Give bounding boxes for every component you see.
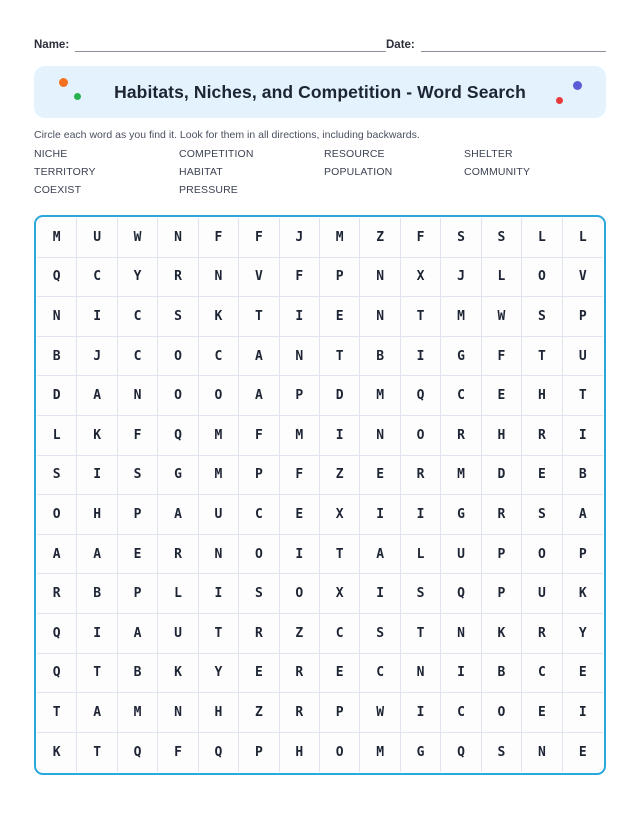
grid-cell[interactable]: C <box>441 693 481 733</box>
grid-cell[interactable]: Q <box>118 733 158 773</box>
grid-cell[interactable]: N <box>118 376 158 416</box>
grid-cell[interactable]: S <box>360 614 400 654</box>
grid-cell[interactable]: G <box>158 456 198 496</box>
grid-cell[interactable]: O <box>239 535 279 575</box>
grid-cell[interactable]: U <box>77 218 117 258</box>
grid-cell[interactable]: N <box>360 258 400 298</box>
grid-cell[interactable]: I <box>199 574 239 614</box>
grid-cell[interactable]: P <box>320 258 360 298</box>
grid-cell[interactable]: J <box>441 258 481 298</box>
grid-cell[interactable]: S <box>522 297 562 337</box>
grid-cell[interactable]: P <box>118 574 158 614</box>
grid-cell[interactable]: R <box>37 574 77 614</box>
grid-cell[interactable]: R <box>441 416 481 456</box>
grid-cell[interactable]: S <box>401 574 441 614</box>
grid-cell[interactable]: E <box>320 654 360 694</box>
grid-cell[interactable]: V <box>239 258 279 298</box>
grid-cell[interactable]: Q <box>158 416 198 456</box>
grid-cell[interactable]: P <box>239 733 279 773</box>
grid-cell[interactable]: U <box>199 495 239 535</box>
grid-cell[interactable]: C <box>239 495 279 535</box>
grid-cell[interactable]: P <box>280 376 320 416</box>
grid-cell[interactable]: X <box>401 258 441 298</box>
grid-cell[interactable]: K <box>158 654 198 694</box>
grid-cell[interactable]: E <box>239 654 279 694</box>
green-dot-icon <box>74 93 81 100</box>
orange-dot-icon <box>59 78 68 87</box>
grid-cell[interactable]: R <box>158 535 198 575</box>
grid-cell[interactable]: F <box>401 218 441 258</box>
grid-cell[interactable]: A <box>158 495 198 535</box>
grid-cell[interactable]: A <box>360 535 400 575</box>
grid-cell[interactable]: M <box>118 693 158 733</box>
grid-cell[interactable]: P <box>563 297 603 337</box>
grid-cell[interactable]: Y <box>199 654 239 694</box>
grid-cell[interactable]: E <box>280 495 320 535</box>
grid-cell[interactable]: Q <box>441 574 481 614</box>
grid-cell[interactable]: P <box>482 574 522 614</box>
grid-cell[interactable]: S <box>37 456 77 496</box>
grid-cell[interactable]: P <box>563 535 603 575</box>
grid-cell[interactable]: N <box>199 535 239 575</box>
grid-cell[interactable]: A <box>77 535 117 575</box>
name-field <box>34 38 386 52</box>
grid-cell[interactable]: C <box>77 258 117 298</box>
word-list-item[interactable]: COEXIST <box>34 184 82 196</box>
word-list-item[interactable]: COMMUNITY <box>464 166 531 178</box>
date-label: Date: <box>386 39 415 51</box>
grid-cell[interactable]: N <box>441 614 481 654</box>
grid-cell[interactable]: S <box>522 495 562 535</box>
grid-cell[interactable]: E <box>563 654 603 694</box>
grid-cell[interactable]: C <box>522 654 562 694</box>
grid-cell[interactable]: J <box>280 218 320 258</box>
name-input-line[interactable] <box>75 38 386 52</box>
grid-cell[interactable]: I <box>360 495 400 535</box>
word-list-item[interactable]: PRESSURE <box>179 184 238 196</box>
grid-cell[interactable]: L <box>482 258 522 298</box>
word-list-item[interactable]: COMPETITION <box>179 148 254 160</box>
grid-cell[interactable]: A <box>118 614 158 654</box>
grid-cell[interactable]: O <box>158 376 198 416</box>
grid-cell[interactable]: F <box>118 416 158 456</box>
grid-cell[interactable]: D <box>482 456 522 496</box>
name-label: Name: <box>34 39 70 51</box>
grid-cell[interactable]: A <box>239 337 279 377</box>
grid-cell[interactable]: K <box>563 574 603 614</box>
grid-cell[interactable]: O <box>401 416 441 456</box>
grid-cell[interactable]: T <box>401 297 441 337</box>
grid-cell[interactable]: M <box>441 297 481 337</box>
grid-cell[interactable]: U <box>158 614 198 654</box>
grid-cell[interactable]: E <box>522 693 562 733</box>
grid-cell[interactable]: T <box>522 337 562 377</box>
grid-cell[interactable]: Q <box>401 376 441 416</box>
grid-cell[interactable]: O <box>482 693 522 733</box>
grid-cell[interactable]: F <box>280 456 320 496</box>
grid-cell[interactable]: Z <box>320 456 360 496</box>
grid-cell[interactable]: Q <box>37 614 77 654</box>
grid-cell[interactable]: F <box>482 337 522 377</box>
grid-cell[interactable]: N <box>199 258 239 298</box>
grid-cell[interactable]: I <box>401 495 441 535</box>
grid-cell[interactable]: I <box>401 693 441 733</box>
student-meta-row <box>34 0 606 52</box>
grid-cell[interactable]: N <box>522 733 562 773</box>
word-list-item[interactable]: RESOURCE <box>324 148 385 160</box>
grid-cell[interactable]: W <box>360 693 400 733</box>
grid-cell[interactable]: N <box>360 297 400 337</box>
grid-cell[interactable]: I <box>280 535 320 575</box>
grid-cell[interactable]: T <box>563 376 603 416</box>
grid-cell[interactable]: S <box>118 456 158 496</box>
grid-cell[interactable]: I <box>401 337 441 377</box>
grid-cell[interactable]: B <box>482 654 522 694</box>
grid-cell[interactable]: Q <box>199 733 239 773</box>
grid-cell[interactable]: X <box>320 495 360 535</box>
word-list-item[interactable]: SHELTER <box>464 148 513 160</box>
grid-cell[interactable]: O <box>320 733 360 773</box>
grid-cell[interactable]: R <box>482 495 522 535</box>
grid-cell[interactable]: W <box>482 297 522 337</box>
grid-cell[interactable]: L <box>158 574 198 614</box>
grid-cell[interactable]: B <box>563 456 603 496</box>
grid-cell[interactable]: A <box>239 376 279 416</box>
grid-cell[interactable]: S <box>482 218 522 258</box>
grid-cell[interactable]: I <box>441 654 481 694</box>
grid-cell[interactable]: K <box>77 416 117 456</box>
grid-cell[interactable]: H <box>199 693 239 733</box>
grid-cell[interactable]: R <box>280 654 320 694</box>
grid-cell[interactable]: O <box>158 337 198 377</box>
grid-cell[interactable]: I <box>563 693 603 733</box>
grid-cell[interactable]: T <box>320 535 360 575</box>
grid-cell[interactable]: B <box>37 337 77 377</box>
grid-cell[interactable]: Q <box>37 258 77 298</box>
grid-cell[interactable]: H <box>77 495 117 535</box>
grid-cell[interactable]: A <box>563 495 603 535</box>
grid-cell[interactable]: F <box>199 218 239 258</box>
grid-cell[interactable]: B <box>77 574 117 614</box>
grid-cell[interactable]: B <box>118 654 158 694</box>
red-dot-icon <box>556 97 563 104</box>
word-search-grid-container <box>34 215 606 775</box>
grid-cell[interactable]: Y <box>118 258 158 298</box>
grid-cell[interactable]: S <box>158 297 198 337</box>
grid-cell[interactable]: L <box>522 218 562 258</box>
grid-cell[interactable]: T <box>239 297 279 337</box>
grid-cell[interactable]: Z <box>239 693 279 733</box>
grid-cell[interactable]: G <box>441 495 481 535</box>
instructions-text: Circle each word as you find it. Look for them in all directions, including backwards. <box>34 129 420 141</box>
grid-cell[interactable]: E <box>482 376 522 416</box>
grid-cell[interactable]: F <box>239 218 279 258</box>
grid-cell[interactable]: E <box>563 733 603 773</box>
grid-cell[interactable]: Z <box>360 218 400 258</box>
word-list-item[interactable]: TERRITORY <box>34 166 96 178</box>
date-input-line[interactable] <box>421 38 606 52</box>
grid-cell[interactable]: R <box>522 416 562 456</box>
grid-cell[interactable]: M <box>37 218 77 258</box>
grid-cell[interactable]: M <box>320 218 360 258</box>
grid-cell[interactable]: J <box>77 337 117 377</box>
grid-cell[interactable]: E <box>320 297 360 337</box>
grid-cell[interactable]: E <box>522 456 562 496</box>
grid-cell[interactable]: U <box>563 337 603 377</box>
grid-cell[interactable]: L <box>401 535 441 575</box>
grid-cell[interactable]: D <box>320 376 360 416</box>
grid-cell[interactable]: F <box>280 258 320 298</box>
grid-cell[interactable]: R <box>280 693 320 733</box>
grid-cell[interactable]: C <box>441 376 481 416</box>
grid-cell[interactable]: R <box>401 456 441 496</box>
word-search-grid[interactable] <box>37 218 603 772</box>
grid-cell[interactable]: K <box>199 297 239 337</box>
word-list-item[interactable]: NICHE <box>34 148 68 160</box>
grid-cell[interactable]: O <box>199 376 239 416</box>
grid-cell[interactable]: O <box>37 495 77 535</box>
grid-cell[interactable]: M <box>199 416 239 456</box>
grid-cell[interactable]: N <box>37 297 77 337</box>
grid-cell[interactable]: E <box>360 456 400 496</box>
grid-cell[interactable]: S <box>441 218 481 258</box>
grid-cell[interactable]: T <box>320 337 360 377</box>
grid-cell[interactable]: Q <box>37 654 77 694</box>
grid-cell[interactable]: I <box>360 574 400 614</box>
grid-cell[interactable]: A <box>37 535 77 575</box>
grid-cell[interactable]: I <box>320 416 360 456</box>
grid-cell[interactable]: V <box>563 258 603 298</box>
grid-cell[interactable]: N <box>158 218 198 258</box>
date-field <box>386 38 606 52</box>
grid-cell[interactable]: H <box>522 376 562 416</box>
grid-cell[interactable]: Y <box>563 614 603 654</box>
grid-cell[interactable]: L <box>563 218 603 258</box>
grid-cell[interactable]: T <box>77 654 117 694</box>
grid-cell[interactable]: N <box>280 337 320 377</box>
grid-cell[interactable]: E <box>118 535 158 575</box>
grid-cell[interactable]: B <box>360 337 400 377</box>
grid-cell[interactable]: Z <box>280 614 320 654</box>
grid-cell[interactable]: N <box>360 416 400 456</box>
grid-cell[interactable]: K <box>37 733 77 773</box>
title-banner <box>34 66 606 118</box>
grid-cell[interactable]: N <box>158 693 198 733</box>
grid-cell[interactable]: R <box>239 614 279 654</box>
grid-cell[interactable]: R <box>522 614 562 654</box>
grid-cell[interactable]: I <box>280 297 320 337</box>
grid-cell[interactable]: K <box>482 614 522 654</box>
grid-cell[interactable]: H <box>482 416 522 456</box>
word-list-item[interactable]: HABITAT <box>179 166 223 178</box>
grid-cell[interactable]: G <box>401 733 441 773</box>
grid-cell[interactable]: S <box>239 574 279 614</box>
grid-cell[interactable]: C <box>320 614 360 654</box>
grid-cell[interactable]: Q <box>441 733 481 773</box>
grid-cell[interactable]: S <box>482 733 522 773</box>
grid-cell[interactable]: P <box>239 456 279 496</box>
grid-cell[interactable]: G <box>441 337 481 377</box>
grid-cell[interactable]: P <box>118 495 158 535</box>
grid-cell[interactable]: N <box>401 654 441 694</box>
grid-cell[interactable]: W <box>118 218 158 258</box>
grid-cell[interactable]: M <box>360 733 400 773</box>
grid-cell[interactable]: C <box>118 297 158 337</box>
grid-cell[interactable]: T <box>199 614 239 654</box>
grid-cell[interactable]: U <box>441 535 481 575</box>
grid-cell[interactable]: R <box>158 258 198 298</box>
grid-cell[interactable]: C <box>360 654 400 694</box>
grid-cell[interactable]: F <box>158 733 198 773</box>
word-list-item[interactable]: POPULATION <box>324 166 393 178</box>
grid-cell[interactable]: U <box>522 574 562 614</box>
grid-cell[interactable]: M <box>280 416 320 456</box>
grid-cell[interactable]: M <box>360 376 400 416</box>
grid-cell[interactable]: H <box>280 733 320 773</box>
grid-cell[interactable]: O <box>280 574 320 614</box>
purple-dot-icon <box>573 81 582 90</box>
grid-cell[interactable]: A <box>77 376 117 416</box>
grid-cell[interactable]: L <box>37 416 77 456</box>
grid-cell[interactable]: M <box>199 456 239 496</box>
grid-cell[interactable]: T <box>77 733 117 773</box>
grid-cell[interactable]: T <box>37 693 77 733</box>
grid-cell[interactable]: D <box>37 376 77 416</box>
grid-cell[interactable]: A <box>77 693 117 733</box>
grid-cell[interactable]: F <box>239 416 279 456</box>
grid-cell[interactable]: I <box>77 297 117 337</box>
grid-cell[interactable]: X <box>320 574 360 614</box>
grid-cell[interactable]: T <box>401 614 441 654</box>
word-list <box>34 147 606 197</box>
grid-cell[interactable]: C <box>118 337 158 377</box>
grid-cell[interactable]: P <box>320 693 360 733</box>
grid-cell[interactable]: M <box>441 456 481 496</box>
grid-cell[interactable]: I <box>77 456 117 496</box>
grid-cell[interactable]: P <box>482 535 522 575</box>
page-title: Habitats, Niches, and Competition - Word Search <box>114 81 526 102</box>
grid-cell[interactable]: O <box>522 258 562 298</box>
grid-cell[interactable]: C <box>199 337 239 377</box>
grid-cell[interactable]: I <box>77 614 117 654</box>
grid-cell[interactable]: I <box>563 416 603 456</box>
grid-cell[interactable]: O <box>522 535 562 575</box>
